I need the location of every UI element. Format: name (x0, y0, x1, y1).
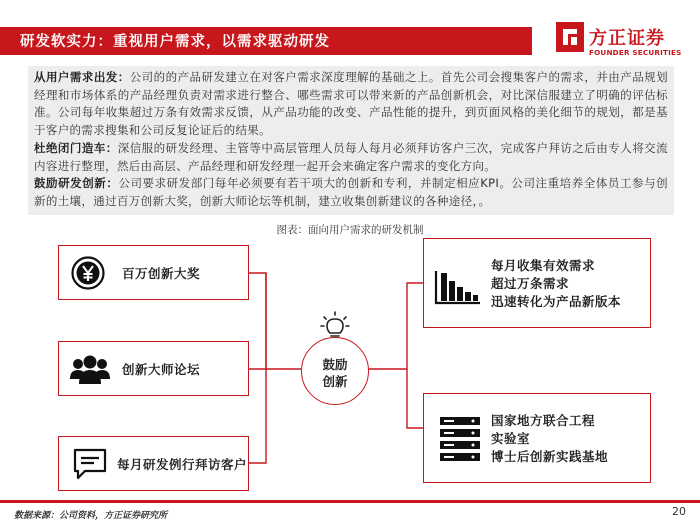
center-label-line1: 鼓励 (322, 357, 348, 372)
page-number: 20 (672, 505, 686, 518)
yen-coin-icon (71, 256, 105, 290)
right-item-line: 每月收集有效需求 (491, 258, 596, 273)
paragraph-text: 深信服的研发经理、主管等中高层管理人员每人每月必须拜访客户三次，完成客户拜访之后由专人将交流内容进行整理，然后由高层、产品经理和研发经理一起开会来确定客户需求的变化方向。 (34, 140, 668, 173)
people-group-icon (69, 353, 111, 385)
right-item-line: 博士后创新实践基地 (491, 449, 609, 464)
right-item-label (491, 412, 608, 466)
figure-caption: 图表：面向用户需求的研发机制 (276, 224, 424, 236)
left-item-forum (58, 341, 249, 396)
center-label-line2: 创新 (322, 374, 348, 389)
left-item-award (58, 245, 249, 300)
left-item-label: 百万创新大奖 (122, 266, 201, 281)
paragraph-label: 杜绝闭门造车： (34, 140, 118, 155)
paragraph-label: 鼓励研发创新： (34, 176, 119, 191)
right-item-label (491, 257, 621, 311)
left-item-label: 创新大师论坛 (122, 362, 201, 377)
right-item-line: 国家地方联合工程 (491, 413, 596, 428)
center-node (301, 337, 369, 405)
left-item-label: 每月研发例行拜访客户 (117, 457, 248, 472)
logo-name-en: FOUNDER SECURITIES (589, 48, 682, 57)
server-rack-icon (440, 417, 480, 461)
logo-name-cn: 方正证券 (589, 28, 665, 49)
paragraph-text: 公司要求研发部门每年必须要有若干项大的创新和专利，并制定相应KPI。公司注重培养全体员工参与创新的土壤，通过百万创新大奖，创新大师论坛等机制，建立收集创新建议的各种途径，。 (34, 176, 669, 208)
right-item-line: 超过万条需求 (491, 276, 570, 291)
right-item-line: 实验室 (491, 431, 531, 446)
paragraph-text: 公司的的产品研发建立在对客户需求深度理解的基础之上。首先公司会搜集客户的需求，并由产品规划经理和市场体系的产品经理负责对需求进行整合、哪些需求可以带来新的产品创新机会，对比深信服建立了明确的评估标准。公司每年收集超过万条有效需求反馈，从产品功能的改变、产品性能的提升，到页面风格的美化细节的规划，都是基于客户的需求搜集和公司反复论证后的结果。 (34, 70, 668, 138)
center-label (302, 356, 368, 390)
right-item-lab (423, 393, 651, 483)
right-item-feedback (423, 238, 651, 328)
footer-divider (0, 500, 700, 503)
right-item-line: 迅速转化为产品新版本 (491, 294, 622, 309)
left-item-visit (58, 436, 249, 491)
data-source-note: 数据来源：公司资料，方正证券研究所 (14, 511, 168, 521)
bar-chart-icon (434, 269, 482, 305)
paragraph-label: 从用户需求出发： (34, 70, 130, 84)
page-title: 研发软实力：重视用户需求，以需求驱动研发 (20, 33, 330, 50)
chat-bubble-icon (72, 447, 108, 481)
